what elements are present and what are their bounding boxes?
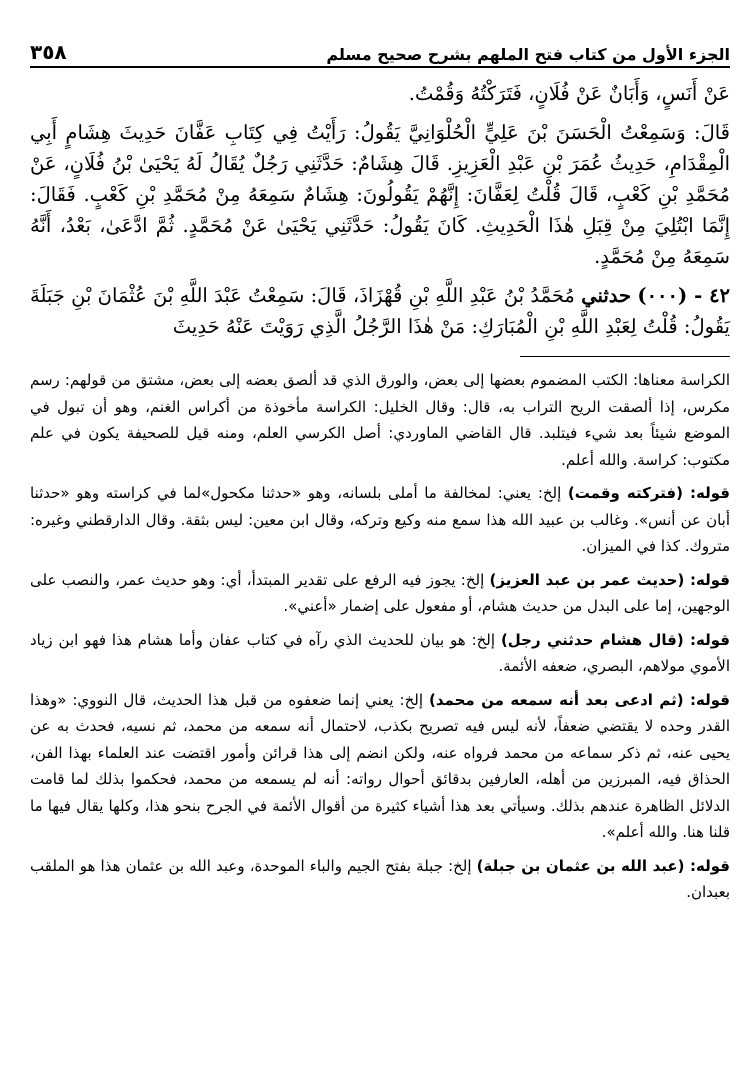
running-title: الجزء الأول من كتاب فتح الملهم بشرح صحيح مسلم [326, 45, 730, 64]
note-3-lemma: قوله: (حديث عمر بن عبد العزيز) [489, 570, 730, 589]
note-6-lemma: قوله: (عبد الله بن عثمان بن جبلة) [476, 856, 730, 875]
note-2-text: إلخ: يعني: لمخالفة ما أملى بلسانه، وهو «حدثنا مكحول»لما في كراسته وهو «حدثنا أبان عن أنس». وغالب بن عبيد الله هذا سمع منه وكيع وتركه، وقال ابن معين: ليس بثقة. وقال الدارقطني وغيره: متروك. كذا في الميزان. [30, 484, 730, 555]
main-line-1: عَنْ أَنَسٍ، وَأَبَانٌ عَنْ فُلَانٍ، فَتَرَكْتُهُ وَقُمْتُ. [408, 82, 730, 105]
page-number: ٣٥٨ [30, 40, 67, 64]
note-4-text: إلخ: هو بيان للحديث الذي رآه في كتاب عفان وأما هشام هذا فهو ابن زياد الأموي مولاهم، البصري، ضعفه الأئمة. [30, 630, 730, 675]
note-4 [30, 627, 730, 680]
book-page [30, 28, 730, 913]
main-text [30, 78, 730, 342]
note-5-text: إلخ: يعني إنما ضعفوه من قبل هذا الحديث، قال النووي: «وهذا القدر وحده لا يقتضي ضعفاً، لأنه ليس فيه تصريح بكذب، لاحتمال أنه سمعه من محمد، ثم نسيه، فحدث به عن يحيى عنه، ثم ذكر سماعه من محمد فرواه عنه، ولكن انضم إلى هذا قرائن وأمور اقتضت عند العلماء بهذا الفن، الحذاق فيه، المبرزين من أهله، العارفين بدقائق أحوال رواته: أنه لم يسمعه من محمد، فحكموا بذلك لما قامت الدلائل الظاهرة عندهم بذلك. وسيأتي بعد هذا أشياء كثيرة من أقوال الأئمة في الجرح بنحو هذا، وكلها يقال فيها ما قلنا هنا. والله أعلم». [30, 690, 730, 841]
footnote-divider [520, 356, 730, 357]
page-header [30, 28, 730, 64]
note-5 [30, 687, 730, 846]
hadith-lead: حدثني [581, 284, 632, 307]
note-4-lemma: قوله: (قال هشام حدثني رجل) [500, 630, 730, 649]
main-paragraph-2: قَالَ: وَسَمِعْتُ الْحَسَنَ بْنَ عَلِيٍّ الْحُلْوَانِيَّ يَقُولُ: رَأَيْتُ فِي كِتَابِ عَفَّانَ حَدِيثَ هِشَامٍ أَبِي الْمِقْدَامِ، حَدِيثُ عُمَرَ بْنِ عَبْدِ الْعَزِيزِ. قَالَ هِشَامٌ: حَدَّثَنِي رَجُلٌ يُقَالُ لَهُ يَحْيَىٰ بْنُ فُلَانٍ، عَنْ مُحَمَّدِ بْنِ كَعْبٍ، قَالَ قُلْتُ لِعَفَّانَ: إِنَّهُمْ يَقُولُونَ: هِشَامٌ سَمِعَهُ مِنْ مُحَمَّدِ بْنِ كَعْبٍ. فَقَالَ: إِنَّمَا ابْتُلِيَ مِنْ قِبَلِ هٰذَا الْحَدِيثِ. كَانَ يَقُولُ: حَدَّثَنِي يَحْيَىٰ عَنْ مُحَمَّدٍ. ثُمَّ ادَّعَىٰ، بَعْدُ، أَنَّهُ سَمِعَهُ مِنْ مُحَمَّدٍ. [30, 121, 730, 268]
note-5-lemma: قوله: (ثم ادعى بعد أنه سمعه من محمد) [429, 690, 730, 709]
note-3 [30, 567, 730, 620]
hadith-number: ٤٢ - (٠٠٠) [637, 284, 731, 307]
note-6-text: إلخ: جبلة بفتح الجيم والباء الموحدة، وعبد الله بن عثمان هذا هو الملقب بعبدان. [30, 856, 730, 901]
hadith-42 [30, 280, 730, 342]
commentary [30, 367, 730, 906]
hadith-text: مُحَمَّدُ بْنُ عَبْدِ اللَّهِ بْنِ قُهْزَاذَ، قَالَ: سَمِعْتُ عَبْدَ اللَّهِ بْنَ عُثْمَانَ بْنِ جَبَلَةَ يَقُولُ: قُلْتُ لِعَبْدِ اللَّهِ بْنِ الْمُبَارَكِ: مَنْ هٰذَا الرَّجُلُ الَّذِي رَوَيْتَ عَنْهُ حَدِيثَ [30, 284, 730, 338]
header-rule [30, 66, 730, 68]
note-2-lemma: قوله: (فتركته وقمت) [567, 484, 730, 502]
note-3-text: إلخ: يجوز فيه الرفع على تقدير المبتدأ، أي: وهو حديث عمر، والنصب على الوجهين، إما على البدل من حديث هشام، أو مفعول على إضمار «أعني». [30, 570, 730, 615]
note-kurrasa: الكراسة معناها: الكتب المضموم بعضها إلى بعض، والورق الذي قد ألصق بعضه إلى بعض، مشتق من قولهم: رسم مكرس، إذا ألصقت الريح التراب به، قال: وقال الخليل: الكراسة مأخوذة من أكراس الغنم، وهو أن تبول في الموضع شيئاً بعد شيء فيتلبد. قال القاضي الماوردي: أصل الكرسي العلم، ومنه قيل للصحيفة يكون في علم مكتوب: كراسة. والله أعلم. [30, 371, 730, 469]
note-2 [30, 480, 730, 560]
note-6 [30, 853, 730, 906]
